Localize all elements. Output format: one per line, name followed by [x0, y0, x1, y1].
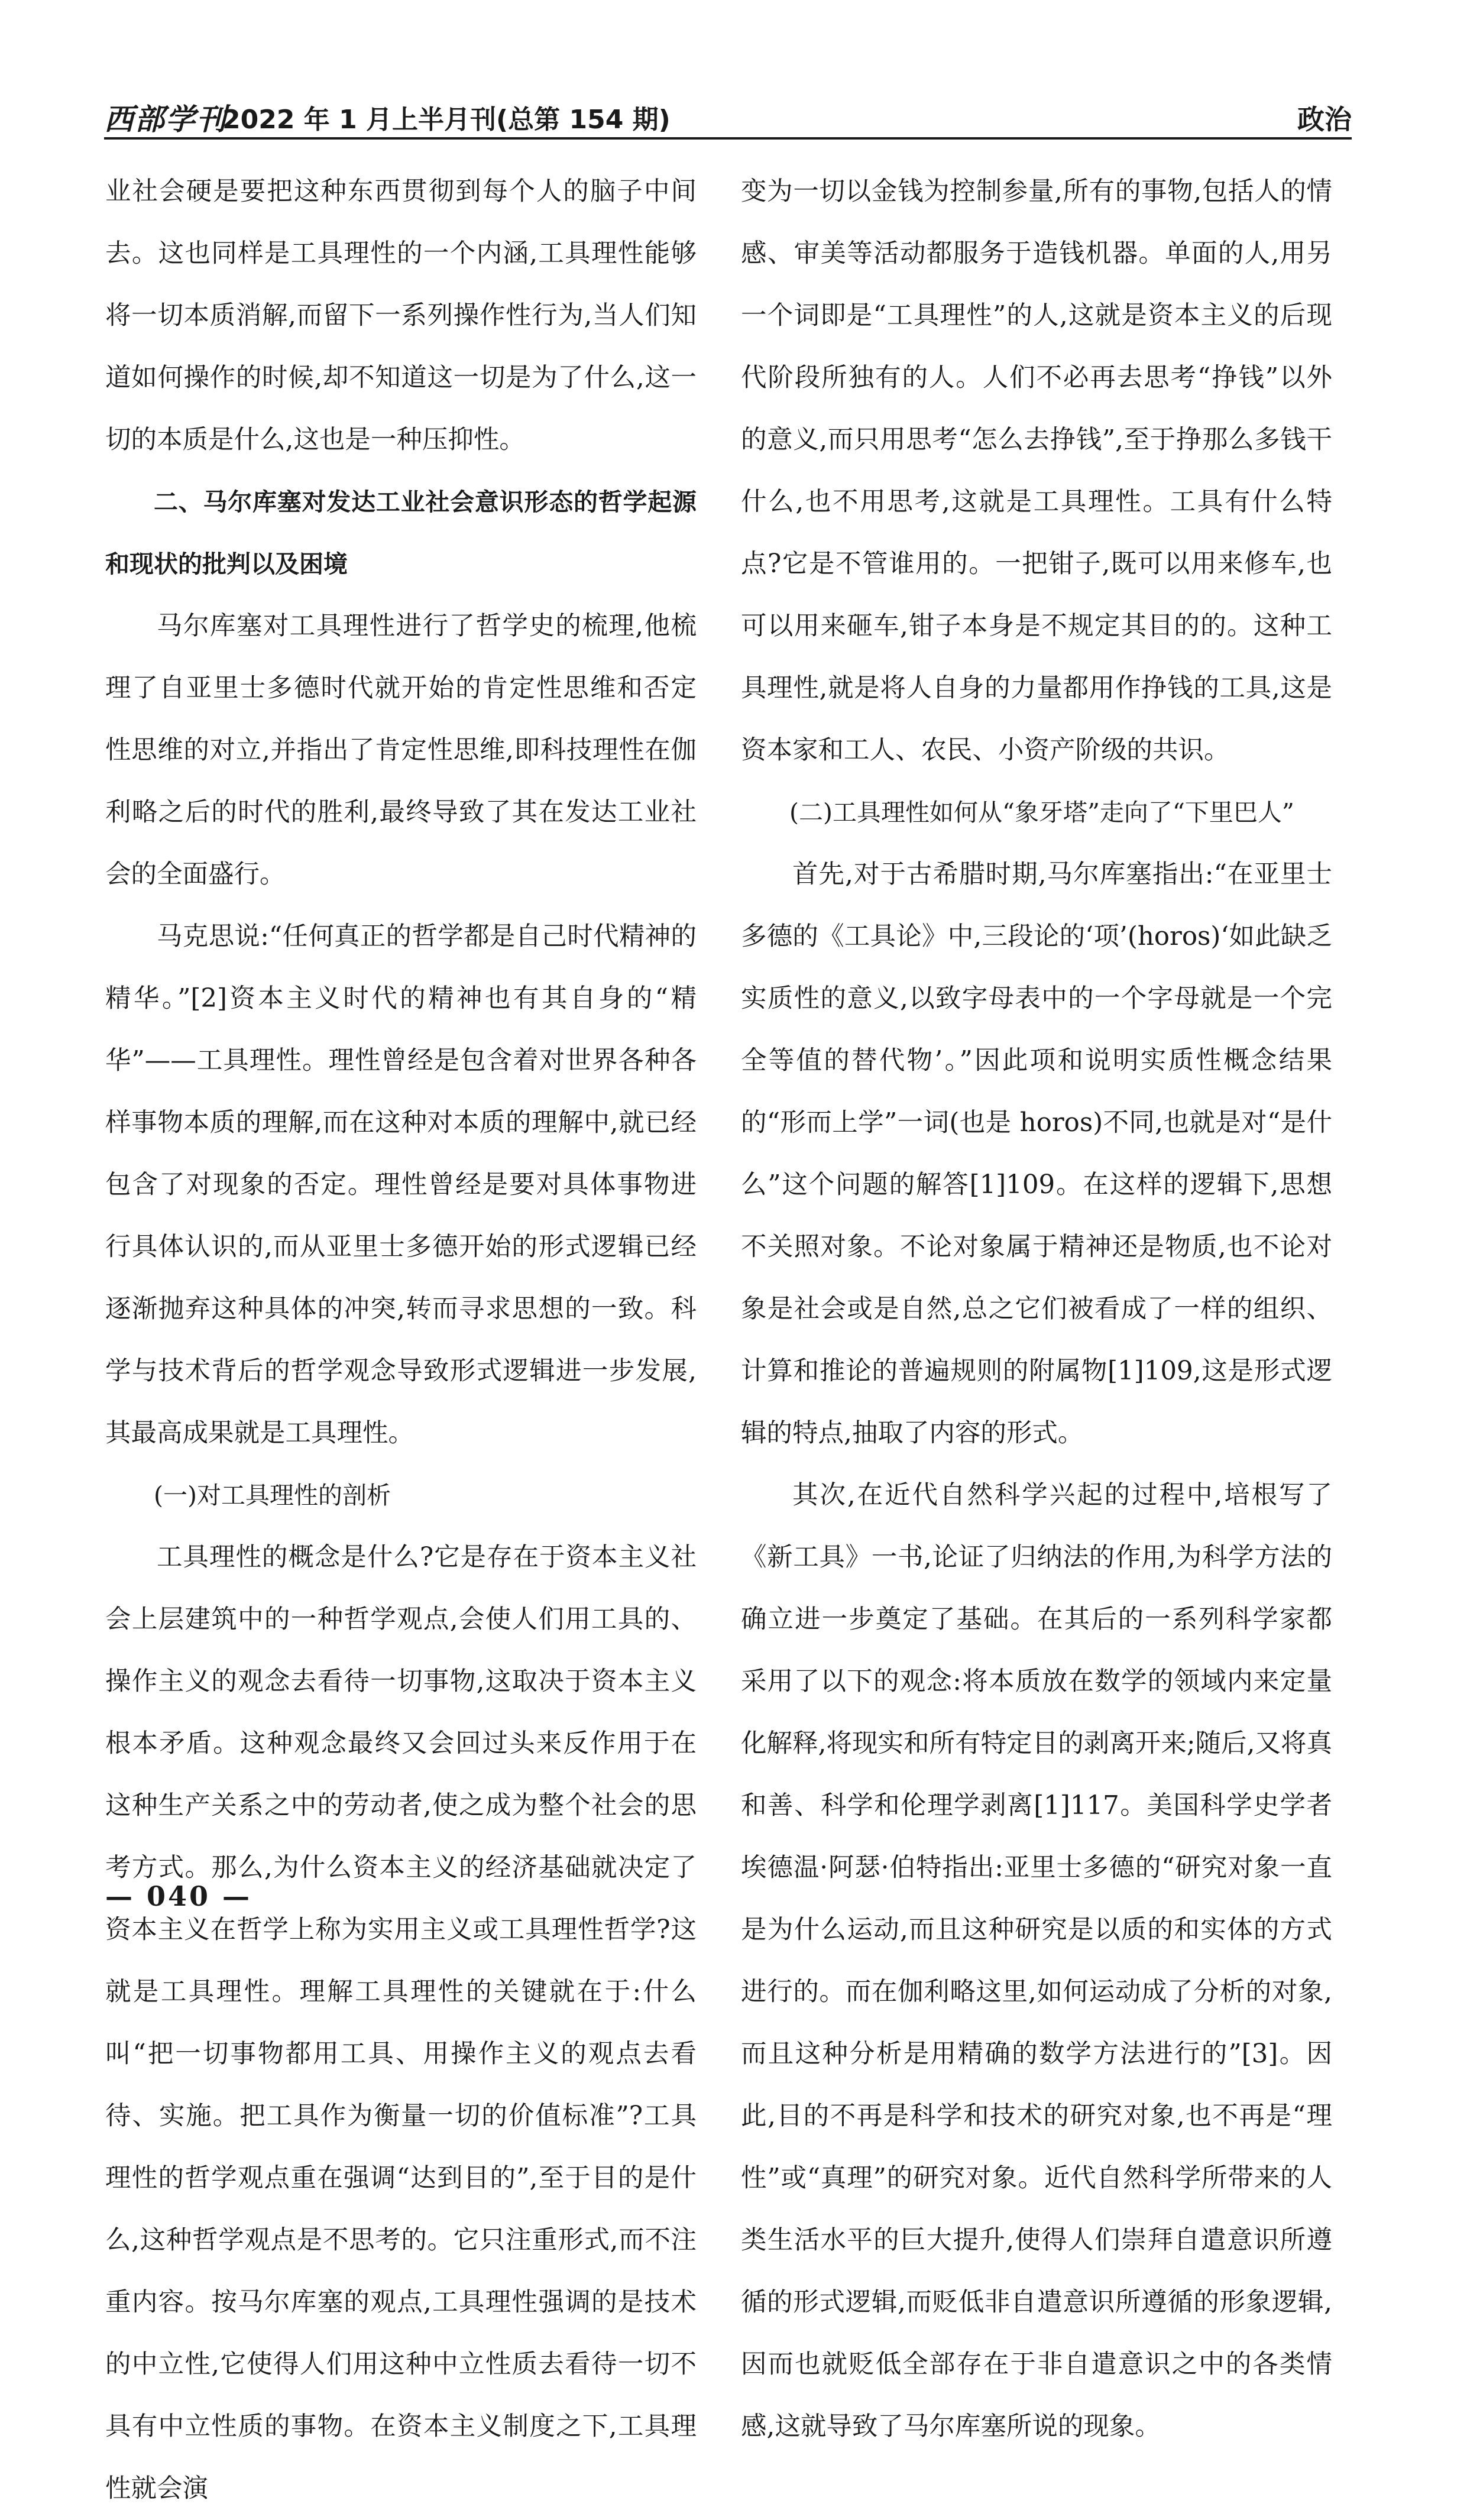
left-column	[105, 161, 697, 2520]
journal-logo: 西部学刊	[104, 102, 227, 137]
paragraph: 马克思说:“任何真正的哲学都是自己时代精神的精华。”[2]资本主义时代的精神也有其自身的“精华”——工具理性。理性曾经是包含着对世界各种各样事物本质的理解,而在这种对本质的理解中,就已经包含了对现象的否定。理性曾经是要对具体事物进行具体认识的,而从亚里士多德开始的形式逻辑已经逐渐抛弃这种具体的冲突,转而寻求思想的一致。科学与技术背后的哲学观念导致形式逻辑进一步发展,其最高成果就是工具理性。	[105, 922, 697, 1448]
issue-info: 2022 年 1 月上半月刊(总第 154 期)	[222, 105, 671, 135]
running-header	[104, 95, 1352, 142]
right-column	[741, 161, 1332, 2458]
section-heading: 二、马尔库塞对发达工业社会意识形态的哲学起源和现状的批判以及困境	[105, 488, 697, 578]
subsection-heading: (一)对工具理性的剖析	[154, 1481, 391, 1510]
page-number: — 040 —	[105, 1880, 252, 1912]
paragraph: 工具理性的概念是什么?它是存在于资本主义社会上层建筑中的一种哲学观点,会使人们用工具的、操作主义的观念去看待一切事物,这取决于资本主义根本矛盾。这种观念最终又会回过头来反作用于在这种生产关系之中的劳动者,使之成为整个社会的思考方式。那么,为什么资本主义的经济基础就决定了资本主义在哲学上称为实用主义或工具理性哲学?这就是工具理性。理解工具理性的关键就在于:什么叫“把一切事物都用工具、用操作主义的观点去看待、实施。把工具作为衡量一切的价值标准”?工具理性的哲学观点重在强调“达到目的”,至于目的是什么,这种哲学观点是不思考的。它只注重形式,而不注重内容。按马尔库塞的观点,工具理性强调的是技术的中立性,它使得人们用这种中立性质去看待一切不具有中立性质的事物。在资本主义制度之下,工具理性就会演	[105, 1543, 697, 2503]
paragraph: 首先,对于古希腊时期,马尔库塞指出:“在亚里士多德的《工具论》中,三段论的‘项’(horos)‘如此缺乏实质性的意义,以致字母表中的一个字母就是一个完全等值的替代物’。”因此项和说明实质性概念结果的“形而上学”一词(也是 horos)不同,也就是对“是什么”这个问题的解答[1]109。在这样的逻辑下,思想不关照对象。不论对象属于精神还是物质,也不论对象是社会或是自然,总之它们被看成了一样的组织、计算和推论的普遍规则的附属物[1]109,这是形式逻辑的特点,抽取了内容的形式。	[741, 860, 1332, 1448]
section-label: 政治	[1297, 103, 1352, 135]
paragraph: 马尔库塞对工具理性进行了哲学史的梳理,他梳理了自亚里士多德时代就开始的肯定性思维和否定性思维的对立,并指出了肯定性思维,即科技理性在伽利略之后的时代的胜利,最终导致了其在发达工业社会的全面盛行。	[105, 611, 697, 889]
paragraph: 其次,在近代自然科学兴起的过程中,培根写了《新工具》一书,论证了归纳法的作用,为科学方法的确立进一步奠定了基础。在其后的一系列科学家都采用了以下的观念:将本质放在数学的领域内来定量化解释,将现实和所有特定目的剥离开来;随后,又将真和善、科学和伦理学剥离[1]117。美国科学史学者埃德温·阿瑟·伯特指出:亚里士多德的“研究对象一直是为什么运动,而且这种研究是以质的和实体的方式进行的。而在伽利略这里,如何运动成了分析的对象,而且这种分析是用精确的数学方法进行的”[3]。因此,目的不再是科学和技术的研究对象,也不再是“理性”或“真理”的研究对象。近代自然科学所带来的人类生活水平的巨大提升,使得人们崇拜自遣意识所遵循的形式逻辑,而贬低非自遣意识所遵循的形象逻辑,因而也就贬低全部存在于非自遣意识之中的各类情感,这就导致了马尔库塞所说的现象。	[741, 1481, 1332, 2441]
paragraph: 业社会硬是要把这种东西贯彻到每个人的脑子中间去。这也同样是工具理性的一个内涵,工具理性能够将一切本质消解,而留下一系列操作性行为,当人们知道如何操作的时候,却不知道这一切是为了什么,这一切的本质是什么,这也是一种压抑性。	[105, 177, 697, 455]
header-rule	[104, 137, 1352, 140]
subsection-heading: (二)工具理性如何从“象牙塔”走向了“下里巴人”	[789, 798, 1294, 827]
paragraph: 变为一切以金钱为控制参量,所有的事物,包括人的情感、审美等活动都服务于造钱机器。单面的人,用另一个词即是“工具理性”的人,这就是资本主义的后现代阶段所独有的人。人们不必再去思考“挣钱”以外的意义,而只用思考“怎么去挣钱”,至于挣那么多钱干什么,也不用思考,这就是工具理性。工具有什么特点?它是不管谁用的。一把钳子,既可以用来修车,也可以用来砸车,钳子本身是不规定其目的的。这种工具理性,就是将人自身的力量都用作挣钱的工具,这是资本家和工人、农民、小资产阶级的共识。	[741, 177, 1332, 765]
